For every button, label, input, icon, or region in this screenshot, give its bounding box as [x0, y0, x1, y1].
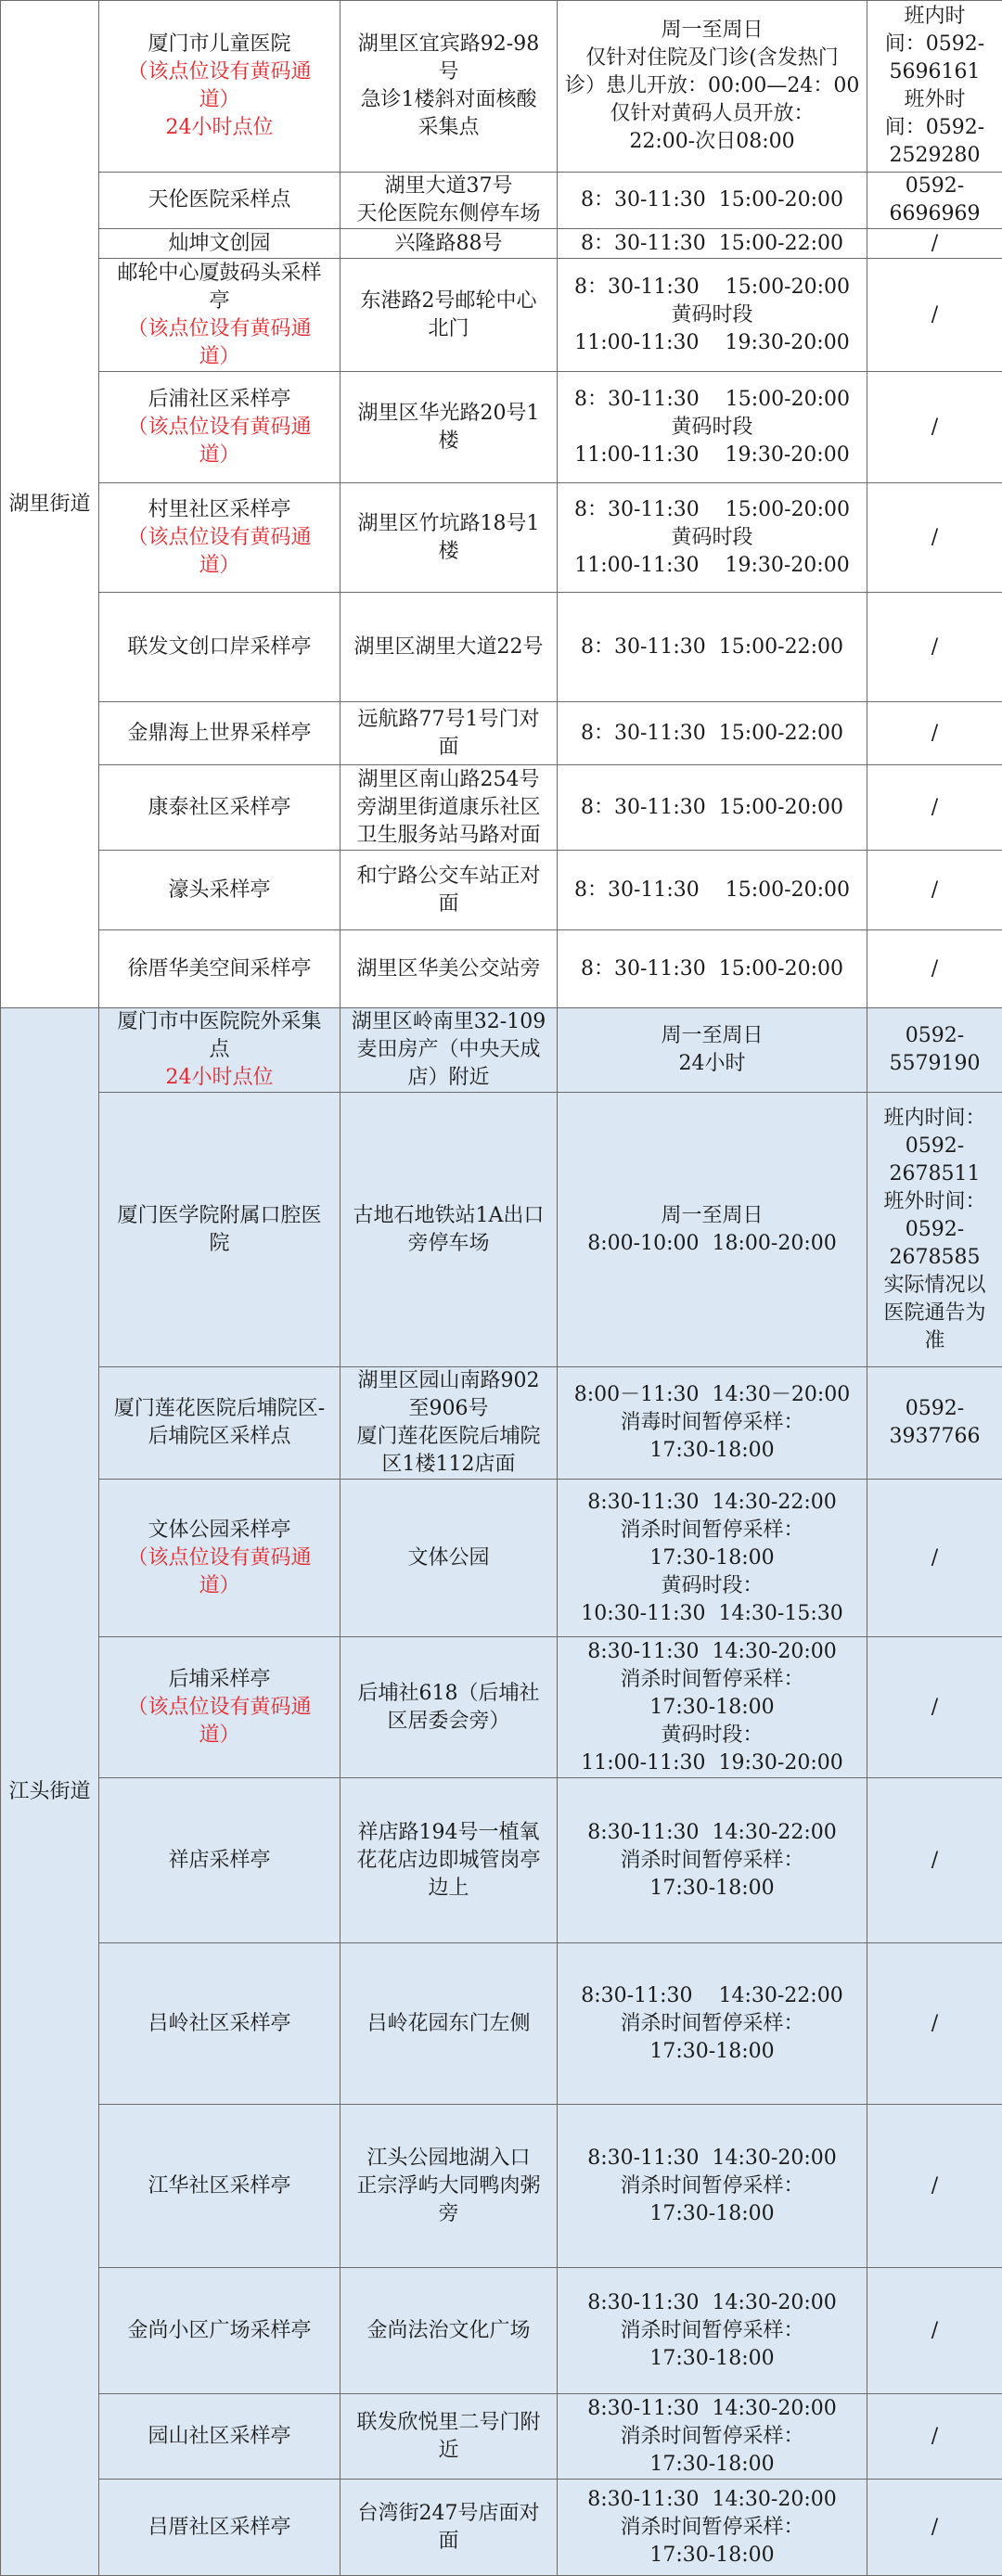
table-row [1, 483, 1002, 593]
cell-line: / [875, 2317, 995, 2345]
cell-line: 24小时点位 [107, 114, 332, 142]
hours-cell [558, 2480, 867, 2576]
cell-line: 11:00-11:30 19:30-20:00 [565, 329, 859, 357]
table-row [1, 2105, 1002, 2268]
phone-cell [867, 1093, 1002, 1367]
cell-line: 仅针对黄码人员开放： [565, 100, 859, 128]
cell-line: 0592- [875, 1022, 995, 1050]
cell-line: 5696161 [875, 58, 995, 86]
cell-line: 后埔社618（后埔社 [348, 1680, 549, 1708]
cell-line: 麦田房产（中央天成 [348, 1036, 549, 1064]
table-row [1, 1, 1002, 173]
cell-line: 黄码时段 [565, 524, 859, 552]
cell-line: 8：30-11:30 15:00-20:00 [565, 794, 859, 822]
cell-line: 湖里区华美公交站旁 [348, 955, 549, 983]
hours-cell [558, 851, 867, 930]
hours-cell [558, 1367, 867, 1480]
cell-line: 消杀时间暂停采样： [565, 2317, 859, 2345]
cell-line: 北门 [348, 315, 549, 343]
cell-line: 区居委会旁） [348, 1708, 549, 1736]
table-row [1, 229, 1002, 259]
phone-cell [867, 2394, 1002, 2480]
phone-cell [867, 1367, 1002, 1480]
address-cell [340, 930, 558, 1008]
site-name-cell [99, 2394, 340, 2480]
cell-line: 8:30-11:30 14:30-20:00 [565, 1638, 859, 1666]
cell-line: 采集点 [348, 114, 549, 142]
cell-line: 8:30-11:30 14:30-20:00 [565, 2486, 859, 2514]
site-name-cell [99, 851, 340, 930]
address-cell [340, 1, 558, 173]
cell-line: 消杀时间暂停采样： [565, 2423, 859, 2451]
cell-line: 8：30-11:30 15:00-22:00 [565, 230, 859, 258]
hours-cell [558, 229, 867, 259]
phone-cell [867, 1008, 1002, 1093]
cell-line: 8：30-11:30 15:00-22:00 [565, 720, 859, 748]
cell-line: 黄码时段： [565, 1572, 859, 1600]
cell-line: 2678511 [875, 1160, 995, 1188]
address-cell [340, 1778, 558, 1943]
site-name-cell [99, 1, 340, 173]
table-row [1, 173, 1002, 229]
hours-cell [558, 2394, 867, 2480]
site-name-cell [99, 1008, 340, 1093]
table-row [1, 2480, 1002, 2576]
site-name-cell [99, 1093, 340, 1367]
cell-line: 和宁路公交车站正对 [348, 863, 549, 891]
address-cell [340, 483, 558, 593]
cell-line: / [875, 230, 995, 258]
cell-line: 旁湖里街道康乐社区 [348, 794, 549, 822]
site-name-cell [99, 1778, 340, 1943]
phone-cell [867, 1480, 1002, 1637]
site-name-cell [99, 930, 340, 1008]
hours-cell [558, 2268, 867, 2394]
cell-line: 亭 [107, 288, 332, 315]
hours-cell [558, 1480, 867, 1637]
address-cell [340, 593, 558, 702]
cell-line: 楼 [348, 428, 549, 455]
address-cell [340, 2394, 558, 2480]
cell-line: 旁停车场 [348, 1230, 549, 1258]
cell-line: 周一至周日 [565, 1022, 859, 1050]
hours-cell [558, 1778, 867, 1943]
cell-line: 8:30-11:30 14:30-22:00 [565, 1819, 859, 1847]
site-name-cell [99, 2480, 340, 2576]
cell-line: 消杀时间暂停采样： [565, 1847, 859, 1875]
table-row [1, 1637, 1002, 1778]
cell-line: 间：0592- [875, 31, 995, 58]
table-row [1, 851, 1002, 930]
cell-line: 8:00-10:00 18:00-20:00 [565, 1230, 859, 1258]
cell-line: 5579190 [875, 1050, 995, 1078]
district-name: 江头街道 [1, 1008, 99, 2576]
cell-line: 17:30-18:00 [565, 1437, 859, 1465]
cell-line: 0592- [875, 1133, 995, 1160]
cell-line: 17:30-18:00 [565, 2345, 859, 2373]
cell-line: 古地石地铁站1A出口 [348, 1202, 549, 1230]
cell-line: 濠头采样亭 [107, 877, 332, 904]
phone-cell [867, 173, 1002, 229]
cell-line: 店）附近 [348, 1064, 549, 1092]
phone-cell [867, 2480, 1002, 2576]
cell-line: （该点位设有黄码通 [107, 414, 332, 442]
cell-line: 厦门莲花医院后埔院区- [107, 1395, 332, 1423]
cell-line: 8：30-11:30 15:00-20:00 [565, 496, 859, 524]
cell-line: 园山社区采样亭 [107, 2423, 332, 2451]
phone-cell [867, 1778, 1002, 1943]
cell-line: 仅针对住院及门诊(含发热门 [565, 45, 859, 72]
cell-line: 准 [875, 1327, 995, 1355]
address-cell [340, 173, 558, 229]
cell-line: 祥店路194号一植氧 [348, 1819, 549, 1847]
cell-line: 间：0592- [875, 114, 995, 142]
address-cell [340, 2105, 558, 2268]
table-row [1, 1480, 1002, 1637]
cell-line: 消毒时间暂停采样： [565, 1409, 859, 1437]
cell-line: 道） [107, 343, 332, 371]
cell-line: 道） [107, 1722, 332, 1749]
table-row [1, 372, 1002, 483]
cell-line: / [875, 1544, 995, 1572]
cell-line: 面 [348, 891, 549, 918]
cell-line: 湖里区园山南路902 [348, 1367, 549, 1395]
site-name-cell [99, 173, 340, 229]
hours-cell [558, 483, 867, 593]
cell-line: / [875, 794, 995, 822]
address-cell [340, 1943, 558, 2105]
hours-cell [558, 930, 867, 1008]
phone-cell [867, 851, 1002, 930]
cell-line: 湖里区竹坑路18号1 [348, 510, 549, 538]
address-cell [340, 1008, 558, 1093]
cell-line: / [875, 720, 995, 748]
cell-line: 卫生服务站马路对面 [348, 822, 549, 850]
cell-line: 0592- [875, 1216, 995, 1244]
cell-line: 8:30-11:30 14:30-20:00 [565, 2395, 859, 2423]
cell-line: 湖里区湖里大道22号 [348, 634, 549, 661]
cell-line: / [875, 1694, 995, 1722]
hours-cell [558, 173, 867, 229]
cell-line: 17:30-18:00 [565, 2542, 859, 2570]
table-row [1, 1093, 1002, 1367]
cell-line: 湖里区华光路20号1 [348, 400, 549, 428]
cell-line: 11:00-11:30 19:30-20:00 [565, 1749, 859, 1777]
phone-cell [867, 765, 1002, 851]
address-cell [340, 851, 558, 930]
cell-line: 8：30-11:30 15:00-20:00 [565, 955, 859, 983]
cell-line: 8：30-11:30 15:00-20:00 [565, 877, 859, 904]
cell-line: 消杀时间暂停采样： [565, 2172, 859, 2200]
cell-line: 点 [107, 1036, 332, 1064]
cell-line: 3937766 [875, 1423, 995, 1451]
site-name-cell [99, 372, 340, 483]
address-cell [340, 1480, 558, 1637]
cell-line: 祥店采样亭 [107, 1847, 332, 1875]
cell-line: 急诊1楼斜对面核酸 [348, 86, 549, 114]
cell-line: 后埔采样亭 [107, 1666, 332, 1694]
hours-cell [558, 702, 867, 765]
cell-line: （该点位设有黄码通 [107, 58, 332, 86]
site-name-cell [99, 1480, 340, 1637]
cell-line: 11:00-11:30 19:30-20:00 [565, 552, 859, 580]
cell-line: （该点位设有黄码通 [107, 315, 332, 343]
table-row [1, 259, 1002, 372]
table-row [1, 1943, 1002, 2105]
cell-line: 10:30-11:30 14:30-15:30 [565, 1600, 859, 1628]
address-cell [340, 2480, 558, 2576]
address-cell [340, 1093, 558, 1367]
cell-line: 江华社区采样亭 [107, 2172, 332, 2200]
phone-cell [867, 372, 1002, 483]
cell-line: 康泰社区采样亭 [107, 794, 332, 822]
cell-line: 厦门医学院附属口腔医 [107, 1202, 332, 1230]
cell-line: 面 [348, 734, 549, 762]
phone-cell [867, 1637, 1002, 1778]
cell-line: 兴隆路88号 [348, 230, 549, 258]
cell-line: 诊）患儿开放：00:00—24：00 [565, 72, 859, 100]
hours-cell [558, 1943, 867, 2105]
cell-line: 后浦社区采样亭 [107, 386, 332, 414]
cell-line: / [875, 414, 995, 442]
cell-line: / [875, 2514, 995, 2542]
cell-line: 6696969 [875, 200, 995, 228]
cell-line: 黄码时段： [565, 1722, 859, 1749]
cell-line: 湖里区岭南里32-109 [348, 1008, 549, 1036]
cell-line: 湖里大道37号 [348, 173, 549, 200]
hours-cell [558, 593, 867, 702]
site-name-cell [99, 2105, 340, 2268]
phone-cell [867, 1, 1002, 173]
cell-line: （该点位设有黄码通 [107, 1694, 332, 1722]
cell-line: 消杀时间暂停采样： [565, 2010, 859, 2038]
cell-line: / [875, 877, 995, 904]
site-name-cell [99, 1637, 340, 1778]
phone-cell [867, 1943, 1002, 2105]
cell-line: 实际情况以 [875, 1272, 995, 1300]
site-name-cell [99, 259, 340, 372]
hours-cell [558, 1637, 867, 1778]
cell-line: （该点位设有黄码通 [107, 1544, 332, 1572]
cell-line: 旁 [348, 2200, 549, 2228]
cell-line: 邮轮中心厦鼓码头采样 [107, 260, 332, 288]
site-name-cell [99, 593, 340, 702]
cell-line: 村里社区采样亭 [107, 496, 332, 524]
cell-line: 文体公园采样亭 [107, 1517, 332, 1544]
cell-line: 厦门市中医院院外采集 [107, 1008, 332, 1036]
cell-line: 班内时间： [875, 1105, 995, 1133]
table-row [1, 2394, 1002, 2480]
table-row [1, 1008, 1002, 1093]
cell-line: 道） [107, 552, 332, 580]
address-cell [340, 765, 558, 851]
cell-line: 11:00-11:30 19:30-20:00 [565, 442, 859, 469]
hours-cell [558, 1093, 867, 1367]
cell-line: 灿坤文创园 [107, 230, 332, 258]
hours-cell [558, 259, 867, 372]
cell-line: 花花店边即城管岗亭 [348, 1847, 549, 1875]
cell-line: 远航路77号1号门对 [348, 706, 549, 734]
cell-line: 至906号 [348, 1395, 549, 1423]
phone-cell [867, 930, 1002, 1008]
cell-line: / [875, 2010, 995, 2038]
cell-line: 吕厝社区采样亭 [107, 2514, 332, 2542]
cell-line: / [875, 955, 995, 983]
table-row [1, 765, 1002, 851]
cell-line: 吕岭社区采样亭 [107, 2010, 332, 2038]
cell-line: 医院通告为 [875, 1300, 995, 1327]
cell-line: 院 [107, 1230, 332, 1258]
cell-line: 8：30-11:30 15:00-22:00 [565, 634, 859, 661]
cell-line: 0592- [875, 173, 995, 200]
cell-line: 金尚小区广场采样亭 [107, 2317, 332, 2345]
hours-cell [558, 765, 867, 851]
cell-line: 班内时 [875, 3, 995, 31]
table-row [1, 1778, 1002, 1943]
phone-cell [867, 2268, 1002, 2394]
table-row [1, 702, 1002, 765]
cell-line: 道） [107, 86, 332, 114]
cell-line: 8:30-11:30 14:30-20:00 [565, 2289, 859, 2317]
address-cell [340, 1367, 558, 1480]
table-row [1, 930, 1002, 1008]
cell-line: 厦门莲花医院后埔院 [348, 1423, 549, 1451]
cell-line: 消杀时间暂停采样： [565, 2514, 859, 2542]
cell-line: / [875, 2423, 995, 2451]
cell-line: 联发欣悦里二号门附 [348, 2409, 549, 2437]
cell-line: 17:30-18:00 [565, 2200, 859, 2228]
cell-line: 黄码时段 [565, 414, 859, 442]
site-name-cell [99, 1367, 340, 1480]
cell-line: 江头公园地湖入口 [348, 2145, 549, 2172]
cell-line: 楼 [348, 538, 549, 566]
cell-line: 班外时间： [875, 1188, 995, 1216]
table-body [1, 1, 1002, 2576]
cell-line: 8:30-11:30 14:30-20:00 [565, 2145, 859, 2172]
phone-cell [867, 229, 1002, 259]
cell-line: 24小时 [565, 1050, 859, 1078]
cell-line: 湖里区宜宾路92-98 [348, 31, 549, 58]
hours-cell [558, 1008, 867, 1093]
cell-line: 天伦医院采样点 [107, 186, 332, 214]
cell-line: 台湾街247号店面对 [348, 2500, 549, 2528]
site-name-cell [99, 2268, 340, 2394]
cell-line: / [875, 1847, 995, 1875]
cell-line: 正宗浮屿大同鸭肉粥 [348, 2172, 549, 2200]
table-row [1, 1367, 1002, 1480]
cell-line: 文体公园 [348, 1544, 549, 1572]
cell-line: 2529280 [875, 142, 995, 170]
cell-line: 17:30-18:00 [565, 2451, 859, 2479]
cell-line: 金尚法治文化广场 [348, 2317, 549, 2345]
cell-line: 边上 [348, 1875, 549, 1903]
phone-cell [867, 259, 1002, 372]
cell-line: 8：30-11:30 15:00-20:00 [565, 186, 859, 214]
cell-line: 周一至周日 [565, 1202, 859, 1230]
cell-line: 8:30-11:30 14:30-22:00 [565, 1489, 859, 1517]
table-row [1, 593, 1002, 702]
cell-line: 后埔院区采样点 [107, 1423, 332, 1451]
district-name: 湖里街道 [1, 1, 99, 1008]
address-cell [340, 702, 558, 765]
cell-line: 东港路2号邮轮中心 [348, 288, 549, 315]
cell-line: 17:30-18:00 [565, 1694, 859, 1722]
cell-line: 金鼎海上世界采样亭 [107, 720, 332, 748]
cell-line: 8：30-11:30 15:00-20:00 [565, 274, 859, 301]
cell-line: 天伦医院东侧停车场 [348, 200, 549, 228]
address-cell [340, 2268, 558, 2394]
cell-line: 号 [348, 58, 549, 86]
site-name-cell [99, 765, 340, 851]
cell-line: 黄码时段 [565, 301, 859, 329]
cell-line: 22:00-次日08:00 [565, 128, 859, 156]
cell-line: 8：30-11:30 15:00-20:00 [565, 386, 859, 414]
cell-line: （该点位设有黄码通 [107, 524, 332, 552]
cell-line: 2678585 [875, 1244, 995, 1272]
cell-line: / [875, 634, 995, 661]
cell-line: 道） [107, 1572, 332, 1600]
site-name-cell [99, 229, 340, 259]
phone-cell [867, 702, 1002, 765]
address-cell [340, 229, 558, 259]
cell-line: 近 [348, 2437, 549, 2465]
cell-line: 17:30-18:00 [565, 2038, 859, 2066]
phone-cell [867, 593, 1002, 702]
cell-line: 道） [107, 442, 332, 469]
cell-line: 徐厝华美空间采样亭 [107, 955, 332, 983]
cell-line: 周一至周日 [565, 17, 859, 45]
site-name-cell [99, 483, 340, 593]
cell-line: / [875, 524, 995, 552]
site-name-cell [99, 1943, 340, 2105]
cell-line: 湖里区南山路254号 [348, 766, 549, 794]
cell-line: / [875, 2172, 995, 2200]
hours-cell [558, 372, 867, 483]
cell-line: 17:30-18:00 [565, 1544, 859, 1572]
address-cell [340, 259, 558, 372]
cell-line: 消杀时间暂停采样： [565, 1666, 859, 1694]
cell-line: 厦门市儿童医院 [107, 31, 332, 58]
cell-line: 17:30-18:00 [565, 1875, 859, 1903]
cell-line: 面 [348, 2528, 549, 2556]
hours-cell [558, 2105, 867, 2268]
cell-line: 区1楼112店面 [348, 1451, 549, 1479]
cell-line: 消杀时间暂停采样： [565, 1517, 859, 1544]
address-cell [340, 1637, 558, 1778]
table-row [1, 2268, 1002, 2394]
address-cell [340, 372, 558, 483]
cell-line: 0592- [875, 1395, 995, 1423]
cell-line: 8:30-11:30 14:30-22:00 [565, 1982, 859, 2010]
cell-line: 联发文创口岸采样亭 [107, 634, 332, 661]
site-name-cell [99, 702, 340, 765]
cell-line: 8:00－11:30 14:30－20:00 [565, 1381, 859, 1409]
phone-cell [867, 483, 1002, 593]
cell-line: 吕岭花园东门左侧 [348, 2010, 549, 2038]
cell-line: / [875, 301, 995, 329]
hours-cell [558, 1, 867, 173]
cell-line: 24小时点位 [107, 1064, 332, 1092]
phone-cell [867, 2105, 1002, 2268]
cell-line: 班外时 [875, 86, 995, 114]
